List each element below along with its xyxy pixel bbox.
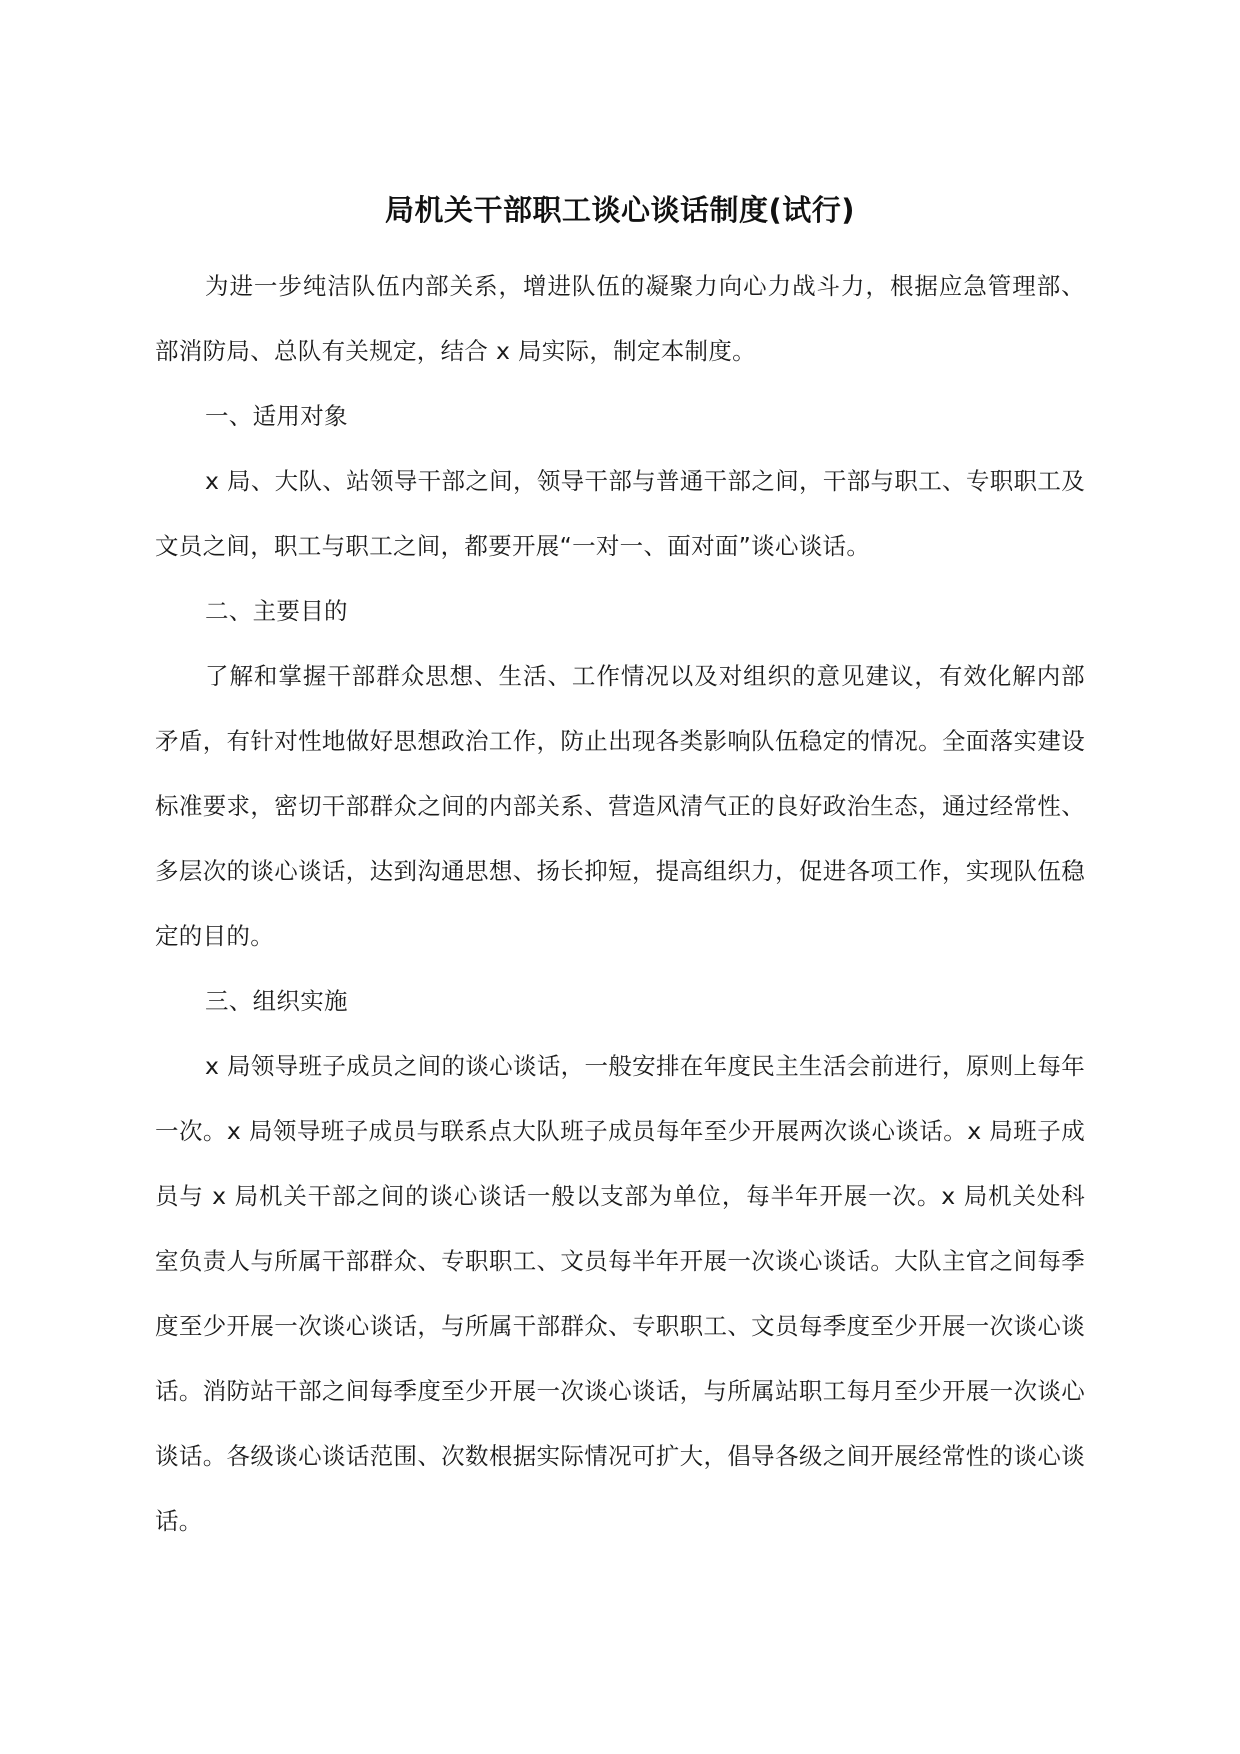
section-paragraph-implementation: x 局领导班子成员之间的谈心谈话，一般安排在年度民主生活会前进行，原则上每年一次。x 局领导班子成员与联系点大队班子成员每年至少开展两次谈心谈话。x 局班子成员与 x 局机关干部之间的谈心谈话一般以支部为单位，每半年开展一次。x 局机关处科室负责人与所属干部群众、专职职工、文员每半年开展一次谈心谈话。大队主官之间每季度至少开展一次谈心谈话，与所属干部群众、专职职工、文员每季度至少开展一次谈心谈话。消防站干部之间每季度至少开展一次谈心谈话，与所属站职工每月至少开展一次谈心谈话。各级谈心谈话范围、次数根据实际情况可扩大，倡导各级之间开展经常性的谈心谈话。 (155, 1052, 1085, 1535)
section-heading-implementation: 三、组织实施 (205, 987, 348, 1015)
section-paragraph-purpose: 了解和掌握干部群众思想、生活、工作情况以及对组织的意见建议，有效化解内部矛盾，有针对性地做好思想政治工作，防止出现各类影响队伍稳定的情况。全面落实建设标准要求，密切干部群众之间的内部关系、营造风清气正的良好政治生态，通过经常性、多层次的谈心谈话，达到沟通思想、扬长抑短，提高组织力，促进各项工作，实现队伍稳定的目的。 (155, 662, 1085, 950)
section-heading-scope: 一、适用对象 (205, 402, 348, 430)
section-heading-purpose: 二、主要目的 (205, 597, 348, 625)
intro-paragraph: 为进一步纯洁队伍内部关系，增进队伍的凝聚力向心力战斗力，根据应急管理部、部消防局、总队有关规定，结合 x 局实际，制定本制度。 (155, 272, 1085, 365)
document-page (155, 190, 1085, 1554)
document-title: 局机关干部职工谈心谈话制度(试行) (384, 193, 855, 227)
section-paragraph-scope: x 局、大队、站领导干部之间，领导干部与普通干部之间，干部与职工、专职职工及文员之间，职工与职工之间，都要开展“一对一、面对面”谈心谈话。 (155, 467, 1085, 560)
